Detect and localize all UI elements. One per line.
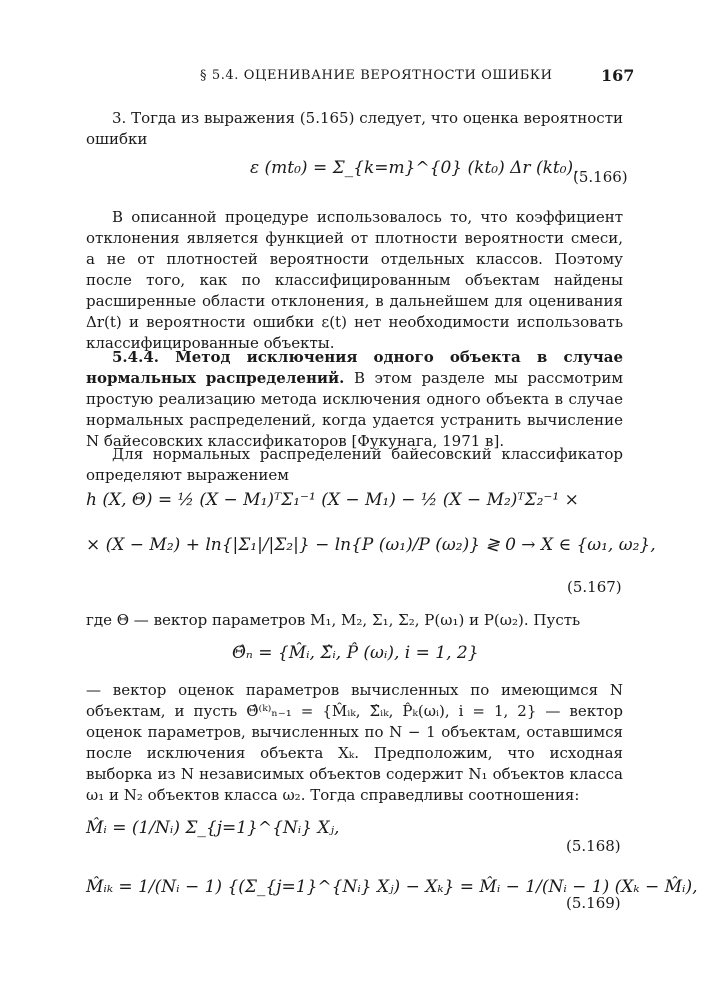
equation-5-168: M̂ᵢ = (1/Nᵢ) Σ_{j=1}^{Nᵢ} Xⱼ,	[86, 818, 340, 838]
page-number: 167	[601, 66, 635, 85]
paragraph-2: В описанной процедуре использовалось то, что коэффициент отклонения является функцией от плотности вероятности смеси, а не от плотностей вероятности отдельных классов. Поэтому после того, как по классифицированным объектам найдены расширенные области отклонения, в дальнейшем для оценивания Δr(t) и вероятности ошибки ε(t) нет необходимости использовать классифицированные объекты.	[86, 208, 623, 352]
equation-5-167-line-2: × (X − M₂) + ln{|Σ₁|/|Σ₂|} − ln{P (ω₁)/P (ω₂)} ≷ 0 → X ∈ {ω₁, ω₂},	[86, 535, 656, 555]
equation-number-5-167: (5.167)	[567, 578, 622, 596]
equation-number-5-168: (5.168)	[566, 837, 621, 855]
paragraph-1: 3. Тогда из выражения (5.165) следует, что оценка вероятности ошибки	[86, 109, 623, 148]
section-5-4-4	[86, 347, 623, 452]
equation-theta-estimate: Θ̂ₙ = {M̂ᵢ, Σ̂ᵢ, P̂ (ωᵢ), i = 1, 2}	[232, 643, 479, 663]
equation-5-166: ε (mt₀) = Σ_{k=m}^{0} (kt₀) Δr (kt₀).	[250, 158, 579, 178]
paragraph-6: — вектор оценок параметров вычисленных по имеющимся N объектам, и пусть Θ̂⁽ᵏ⁾ₙ₋₁ = {M̂ᵢₖ, Σ̂ᵢₖ, P̂ₖ(ωᵢ), i = 1, 2} — вектор оценок параметров, вычисленных по N − 1 объектам, оставшимся после исключения объекта Xₖ. Предположим, что исходная выборка из N независимых объектов содержит N₁ объектов класса ω₁ и N₂ объектов класса ω₂. Тогда справедливы соотношения:	[86, 681, 623, 804]
section-heading: 5.4.4. Метод исключения одного объекта в случае нормальных распределений.	[86, 348, 623, 387]
paragraph-5: где Θ — вектор параметров M₁, M₂, Σ₁, Σ₂, P(ω₁) и P(ω₂). Пусть	[86, 611, 581, 629]
paragraph-4: Для нормальных распределений байесовский классификатор определяют выражением	[86, 445, 623, 484]
section-intro-text: В этом разделе мы рассмотрим простую реализацию метода исключения одного объекта в случае нормальных распределений, когда удается устранить вычисление N байесовских классификаторов [Фукунага, 1971 в].	[86, 369, 623, 450]
running-header: § 5.4. ОЦЕНИВАНИЕ ВЕРОЯТНОСТИ ОШИБКИ	[200, 68, 553, 83]
equation-5-167-line-1: h (X, Θ) = ½ (X − M₁)ᵀΣ₁⁻¹ (X − M₁) − ½ (X − M₂)ᵀΣ₂⁻¹ ×	[86, 490, 579, 510]
equation-5-169: M̂ᵢₖ = 1/(Nᵢ − 1) {(Σ_{j=1}^{Nᵢ} Xⱼ) − Xₖ} = M̂ᵢ − 1/(Nᵢ − 1) (Xₖ − M̂ᵢ),	[86, 877, 698, 897]
equation-number-5-166: (5.166)	[573, 168, 628, 186]
equation-number-5-169: (5.169)	[566, 894, 621, 912]
